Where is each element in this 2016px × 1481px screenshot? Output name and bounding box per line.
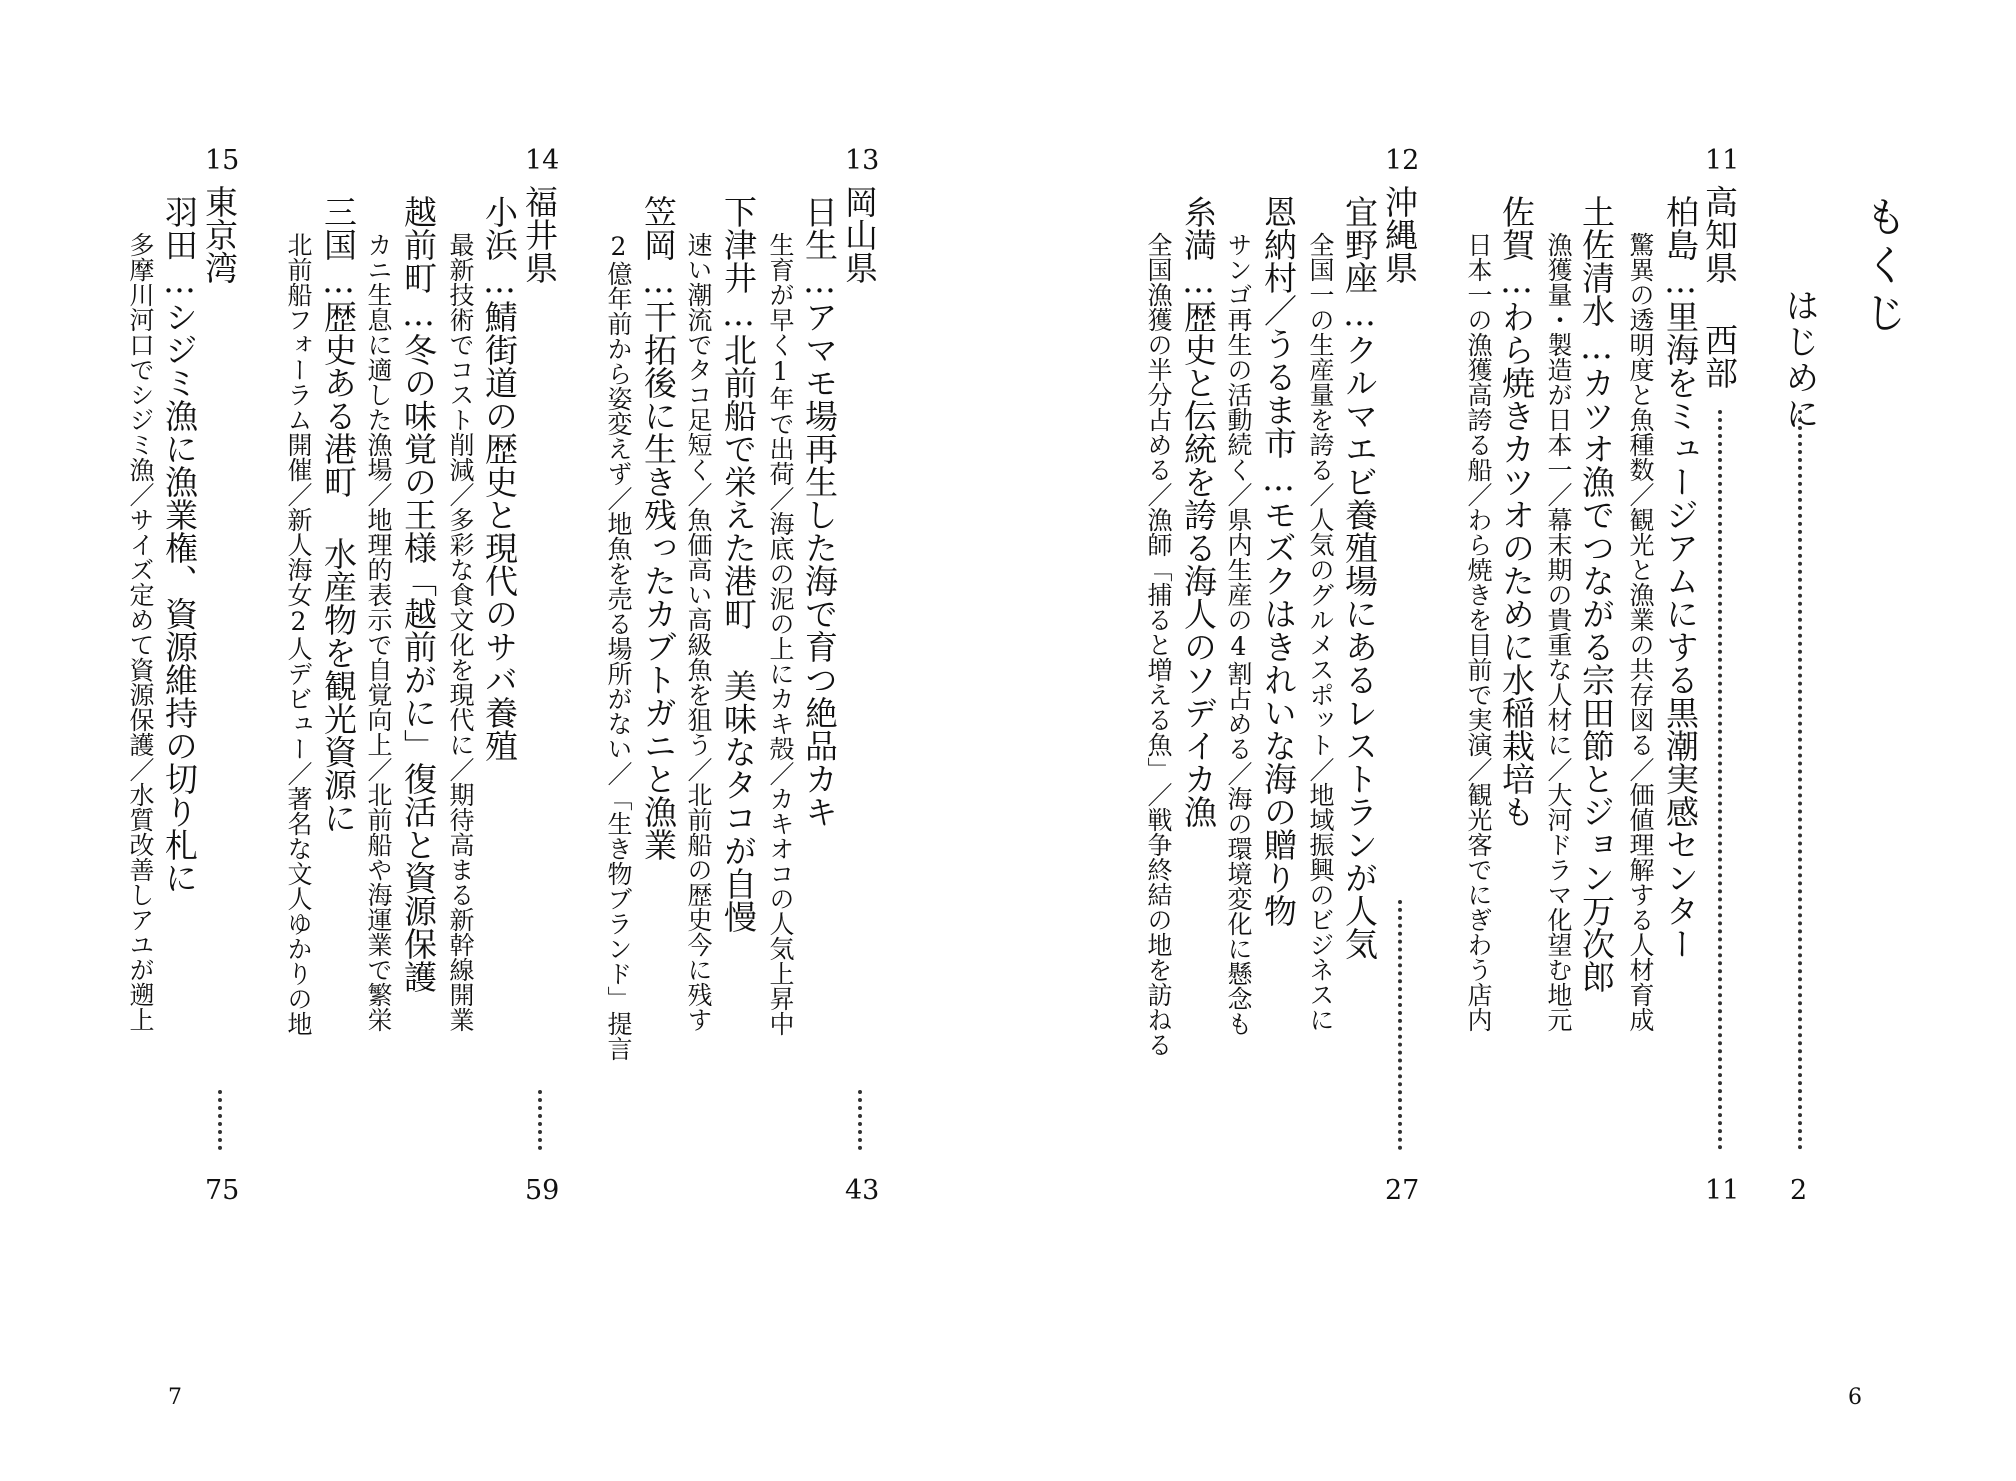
folio-left: 7 <box>168 1385 182 1410</box>
leader-dots <box>218 1090 226 1150</box>
page-number: 43 <box>845 1175 880 1206</box>
page-number: 2 <box>1790 1175 1808 1206</box>
toc-item-heading[interactable]: 柏島…里海をミュージアムにする黒潮実感センター <box>1661 195 1700 960</box>
leader-dots <box>1798 410 1806 1150</box>
toc-item-heading[interactable]: 恩納村／うるま市…モズクはきれいな海の贈り物 <box>1259 195 1298 927</box>
toc-item-heading[interactable]: 日生…アマモ場再生した海で育つ絶品カキ <box>800 195 839 828</box>
toc-item-heading[interactable]: 糸満…歴史と伝統を誇る海人のソデイカ漁 <box>1179 195 1218 828</box>
chapter-number: 11 <box>1705 145 1740 176</box>
toc-item-subtitle: 2億年前から姿変えず／地魚を売る場所がない／「生き物ブランド」提言 <box>604 232 633 1061</box>
toc-item-heading[interactable]: 小浜…鯖街道の歴史と現代のサバ養殖 <box>480 195 519 762</box>
toc-item-heading[interactable]: 下津井…北前船で栄えた港町 美味なタコが自慢 <box>719 195 758 933</box>
chapter-prefecture[interactable]: 沖縄県 <box>1380 185 1419 284</box>
leader-dots <box>1398 900 1406 1150</box>
toc-item-heading[interactable]: 佐賀…わら焼きカツオのために水稲栽培も <box>1497 195 1536 828</box>
chapter-number: 12 <box>1385 145 1420 176</box>
leader-dots <box>858 1090 866 1150</box>
front-matter-label[interactable]: はじめに <box>1779 288 1819 432</box>
toc-item-heading[interactable]: 笠岡…干拓後に生き残ったカブトガニと漁業 <box>639 195 678 861</box>
page-number: 27 <box>1385 1175 1420 1206</box>
chapter-prefecture[interactable]: 東京湾 <box>200 185 239 284</box>
toc-item-subtitle: 全国一の生産量を誇る／人気のグルメスポット／地域振興のビジネスに <box>1306 232 1335 1032</box>
chapter-number: 15 <box>205 145 240 176</box>
chapter-prefecture[interactable]: 高知県 西部 <box>1700 185 1739 389</box>
toc-item-heading[interactable]: 土佐清水…カツオ漁でつながる宗田節とジョン万次郎 <box>1577 195 1616 993</box>
folio-right: 6 <box>1848 1385 1862 1410</box>
toc-item-heading[interactable]: 宜野座…クルマエビ養殖場にあるレストランが人気 <box>1340 195 1379 960</box>
toc-item-subtitle: 全国漁獲の半分占める／漁師「捕ると増える魚」／戦争終結の地を訪ねる <box>1144 232 1173 1057</box>
chapter-number: 14 <box>525 145 560 176</box>
toc-item-subtitle: サンゴ再生の活動続く／県内生産の4割占める／海の環境変化に懸念も <box>1224 232 1253 1036</box>
toc-item-heading[interactable]: 越前町…冬の味覚の王様「越前がに」復活と資源保護 <box>399 195 438 993</box>
toc-item-subtitle: 最新技術でコスト削減／多彩な食文化を現代に／期待高まる新幹線開業 <box>446 232 475 1032</box>
toc-item-subtitle: 漁獲量・製造が日本一／幕末期の貴重な人材に／大河ドラマ化望む地元 <box>1544 232 1573 1032</box>
toc-item-subtitle: 驚異の透明度と魚種数／観光と漁業の共存図る／価値理解する人材育成 <box>1626 232 1655 1032</box>
toc-item-heading[interactable]: 羽田…シジミ漁に漁業権、資源維持の切り札に <box>160 195 199 894</box>
toc-item-subtitle: 日本一の漁獲高誇る船／わら焼きを目前で実演／観光客でにぎわう店内 <box>1464 232 1493 1032</box>
leader-dots <box>1718 410 1726 1150</box>
toc-item-subtitle: 多摩川河口でシジミ漁／サイズ定めて資源保護／水質改善しアユが遡上 <box>126 232 155 1032</box>
leader-dots <box>538 1090 546 1150</box>
toc-item-subtitle: 北前船フォーラム開催／新人海女2人デビュー／著名な文人ゆかりの地 <box>284 232 313 1036</box>
toc-item-subtitle: カニ生息に適した漁場／地理的表示で自覚向上／北前船や海運業で繁栄 <box>364 232 393 1032</box>
chapter-number: 13 <box>845 145 880 176</box>
chapter-prefecture[interactable]: 福井県 <box>520 185 559 284</box>
chapter-prefecture[interactable]: 岡山県 <box>840 185 879 284</box>
page-number: 11 <box>1705 1175 1740 1206</box>
toc-item-subtitle: 生育が早く1年で出荷／海底の泥の上にカキ殻／カキオコの人気上昇中 <box>766 232 795 1036</box>
toc-item-heading[interactable]: 三国…歴史ある港町 水産物を観光資源に <box>319 195 358 834</box>
page-number: 59 <box>525 1175 560 1206</box>
page-title: もくじ <box>1859 195 1908 339</box>
page-number: 75 <box>205 1175 240 1206</box>
toc-item-subtitle: 速い潮流でタコ足短く／魚価高い高級魚を狙う／北前船の歴史今に残す <box>684 232 713 1032</box>
